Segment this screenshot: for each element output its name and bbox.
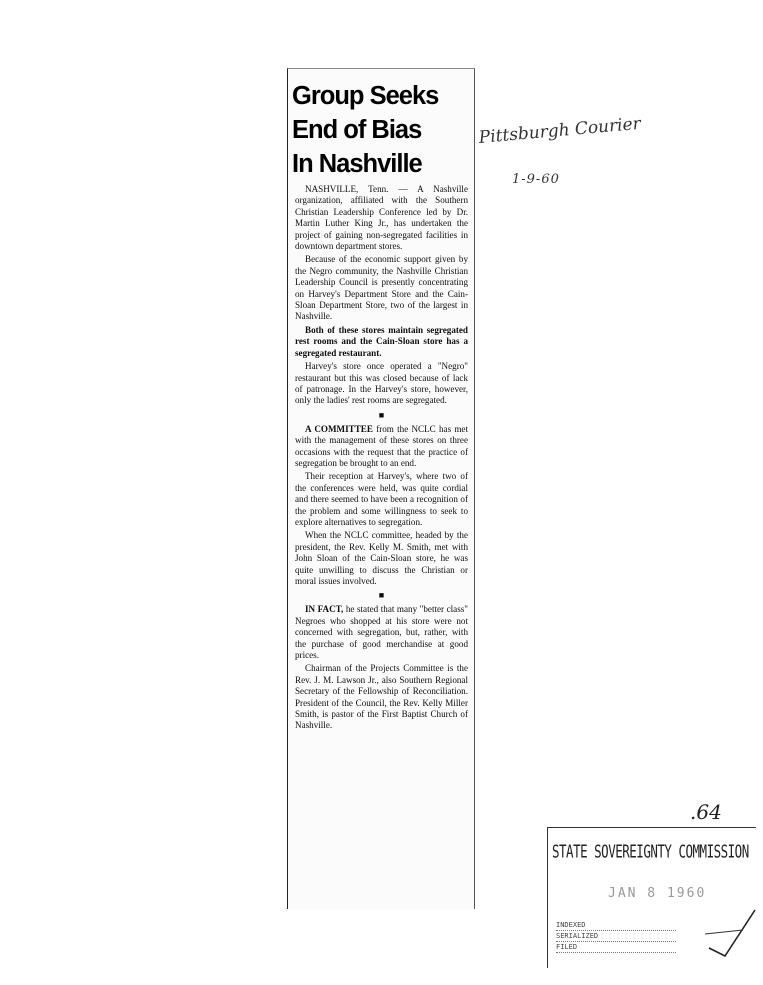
- newspaper-clipping: [287, 68, 475, 909]
- headline-line: Group Seeks: [292, 82, 439, 110]
- headline-line: In Nashville: [292, 150, 422, 178]
- handwritten-page-number: .64: [690, 800, 722, 824]
- article-paragraph: IN FACT, he stated that many "better class" Negroes who shopped at his store were not concerned with segregation, but, rather, with the purchase of good merchandise at good prices.: [295, 604, 468, 661]
- stamp-title: STATE SOVEREIGNTY COMMISSION: [552, 840, 749, 862]
- article-paragraph: Both of these stores maintain segregated rest rooms and the Cain-Sloan store has a segregated restaurant.: [295, 324, 468, 358]
- paragraph-separator: ■: [378, 409, 385, 420]
- paragraph-lead-in: IN FACT,: [305, 604, 344, 615]
- stamp-row-serialized: SERIALIZED: [556, 931, 676, 942]
- article-paragraph: Chairman of the Projects Committee is the Rev. J. M. Lawson Jr., also Southern Regional Secretary of the Fellowship of Reconciliation. President of the Council, the Rev. Kelly Miller Smith, is pastor of the First Baptist Church of Nashville.: [295, 663, 468, 731]
- stamp-date: JAN 8 1960: [608, 886, 707, 901]
- stamp-rows: [556, 920, 676, 953]
- commission-stamp: [547, 827, 756, 968]
- handwritten-source: Pittsburgh Courier: [478, 113, 642, 148]
- article-paragraph: Because of the economic support given by the Negro community, the Nashville Christian Leadership Council is presently concentrating on Harvey's Department Store and the Cain-Sloan Department Store, two of the largest in Nashville.: [295, 254, 468, 322]
- article-paragraph: Harvey's store once operated a "Negro" restaurant but this was closed because of lack of patronage. In the Harvey's store, however, only the ladies' rest rooms are segregated.: [295, 361, 468, 406]
- article-body: [295, 184, 468, 732]
- headline-line: End of Bias: [292, 116, 422, 144]
- stamp-row-filed: FILED: [556, 942, 676, 953]
- article-paragraph: When the NCLC committee, headed by the president, the Rev. Kelly M. Smith, met with John Sloan of the Cain-Sloan store, he was quite unwilling to discuss the Christian or moral issues involved.: [295, 530, 468, 586]
- headline: [292, 79, 468, 181]
- scan-edge-dots: [560, 0, 760, 4]
- paragraph-separator: ■: [378, 590, 385, 601]
- paragraph-lead-in: A COMMITTEE: [305, 423, 373, 434]
- handwritten-check-mark-icon: [703, 904, 763, 964]
- article-paragraph: Their reception at Harvey's, where two of the conferences were held, was quite cordial and there seemed to have been a recognition of the problem and some willingness to seek to explore alternatives to segregation.: [295, 471, 468, 527]
- article-paragraph: A COMMITTEE from the NCLC has met with the management of these stores on three occasions with the request that the practice of segregation be brought to an end.: [295, 423, 468, 468]
- article-paragraph: NASHVILLE, Tenn. — A Nashville organization, affiliated with the Southern Christian Leadership Conference led by Dr. Martin Luther King Jr., has undertaken the project of gaining non-segregated facilities in downtown department stores.: [295, 184, 468, 252]
- stamp-row-indexed: INDEXED: [556, 920, 676, 931]
- handwritten-date: 1-9-60: [512, 172, 560, 187]
